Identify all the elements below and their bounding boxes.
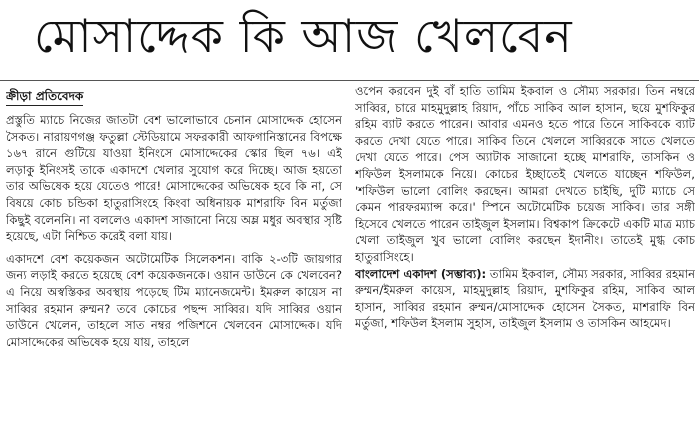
byline: ক্রীড়া প্রতিবেদক [6,88,83,106]
article-paragraph: ওপেন করবেন দুই বাঁ হাতি তামিম ইকবাল ও সৌম্য সরকার। তিন নম্বরে সাব্বির, চারে মাহমুদুল্লাহ রিয়াদ, পাঁচে সাকিব আল হাসান, ছয়ে মুশফিকুর রহিম ব্যাট করতে পারেন। আবার এমনও হতে পারে তিনে সাকিবকে ব্যাট করতে দেখা যেতে পারে। সাকিব তিনে খেললে সাব্বিরকে সাতে খেলতে দেখা যেতে পারে। পেস অ্যাটাক সাজানো হচ্ছে মাশরাফি, তাসকিন ও শফিউল ইসলামকে নিয়ে। কোচের ইচ্ছাতেই খেলতে যাচ্ছেন শফিউল, 'শফিউল ভালো বোলিং করছেন। আমরা দেখতে চাইছি, দুটি ম্যাচে সে কেমন পারফরম্যান্স করে।' স্পিনে অটোমেটিক চয়েজ সাকিব। তার সঙ্গী হিসেবে খেলতে পারেন তাইজুল ইসলাম। বিশ্বকাপ ক্রিকেটে একটি মাত্র ম্যাচ খেলা তাইজুল খুব ভালো বোলিং করছেন ইদানীং। তাতেই মুগ্ধ কোচ হাতুরাসিংহে। [355,84,695,264]
squad-list: তামিম ইকবাল, সৌম্য সরকার, সাব্বির রহমান রুম্মন/ইমরুল কায়েস, মাহমুদুল্লাহ রিয়াদ, মুশফিকুর রহিম, সাকিব আল হাসান, সাব্বির রহমান রুম্মন/মোসাদ্দেক হোসেন সৈকত, মাশরাফি বিন মর্তুজা, শফিউল ইসলাম সুহাস, তাইজুল ইসলাম ও তাসকিন আহমেদ। [355,266,695,331]
article-column-left [6,88,342,418]
article-column-right [355,83,695,419]
headline: মোসাদ্দেক কি আজ খেলবেন [34,9,573,63]
article-paragraph: একাদশে বেশ কয়েকজন অটোমেটিক সিলেকশন। বাকি ২-৩টি জায়গার জন্য লড়াই করতে হয়েছে বেশ কয়েকজনকে। ওয়ান ডাউনে কে খেলবেন? এ নিয়ে অস্বস্তিকর অবস্থায় পড়েছে টিম ম্যানেজমেন্ট। ইমরুল কায়েস না সাব্বির রহমান রুম্মন? তবে কোচের পছন্দ সাব্বির। যদি সাব্বির ওয়ান ডাউনে খেলেন, তাহলে সাত নম্বর পজিশনে খেলবেন মোসাদ্দেক। যদি মোসাদ্দেকের অভিষেক হয়ে যায়, তাহলে [6,251,342,349]
headline-rule [0,80,699,81]
article-paragraph: প্রস্তুতি ম্যাচে নিজের জাতটা বেশ ভালোভাবে চেনান মোসাদ্দেক হোসেন সৈকত। নারায়ণগঞ্জ ফতুল্লা স্টেডিয়ামে সফরকারী আফগানিস্তানের বিপক্ষে ১৬৭ রানে গুটিয়ে যাওয়া ইনিংসে মোসাদ্দেকের স্কোর ছিল ৭৬। এই লড়াকু ইনিংসই তাকে একাদশে খেলার সুযোগ করে দিচ্ছে। আজ হয়তো তার অভিষেক হয়ে যেতেও পারে! মোসাদ্দেকের অভিষেক হবে কি না, সে বিষয়ে কোচ চন্ডিকা হাতুরাসিংহে কিংবা অধিনায়ক মাশরাফি বিন মর্তুজা কিছুই বলেননি। না বললেও একাদশ সাজানো নিয়ে অম্ল মধুর অবস্থার সৃষ্টি হয়েছে, এটা নিশ্চিত করেই বলা যায়। [6,113,342,244]
squad-label: বাংলাদেশ একাদশ (সম্ভাব্য): [355,266,487,281]
squad-paragraph [355,266,695,332]
